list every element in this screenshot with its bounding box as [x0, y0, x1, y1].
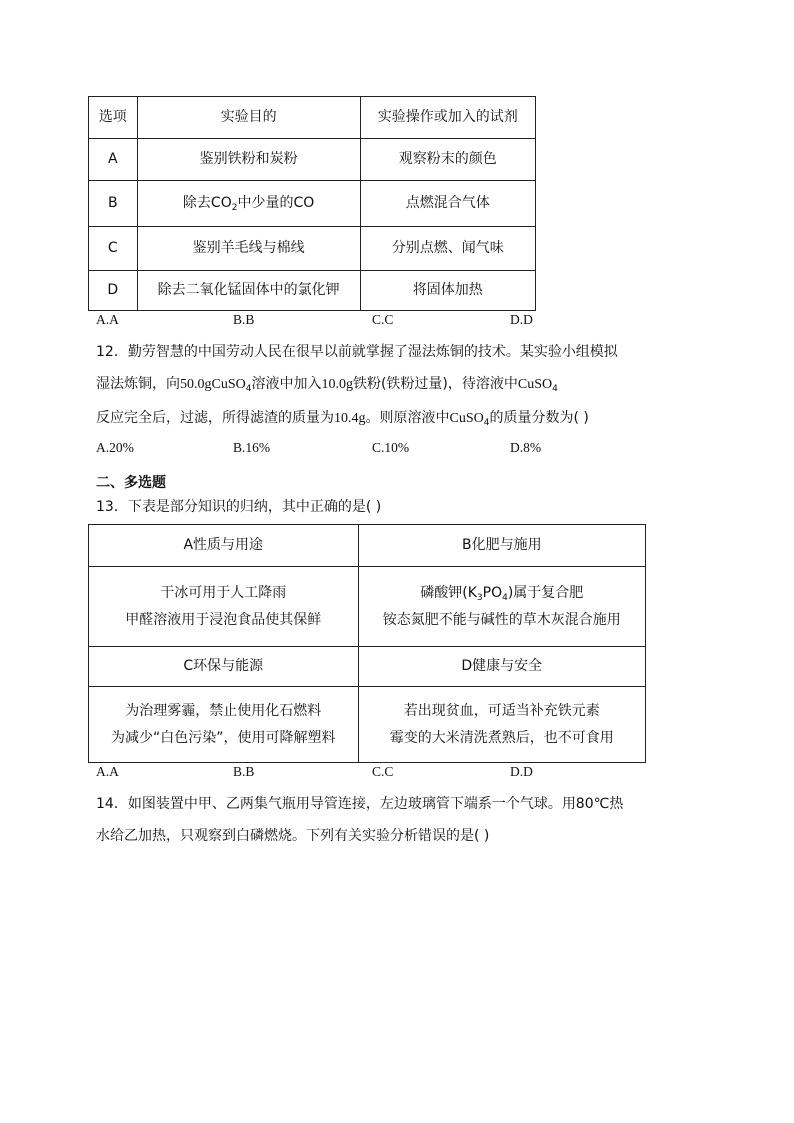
table-row: [89, 567, 646, 647]
q13-b-line1-post: )属于复合肥: [507, 584, 584, 601]
q11-operation-c: 分别点燃、闻气味: [360, 227, 535, 271]
q12-choice-d[interactable]: D.8%: [510, 440, 542, 455]
q12-choices: [96, 440, 596, 458]
q11-choice-c[interactable]: C.C: [372, 312, 394, 327]
q11-choice-b[interactable]: B.B: [233, 312, 255, 327]
q11-purpose-d: 除去二氧化锰固体中的氯化钾: [137, 271, 360, 311]
q12-line3-c: 的质量分数为( ): [489, 410, 589, 426]
table-row: [89, 271, 536, 311]
q12-choice-c[interactable]: C.10%: [372, 440, 410, 455]
q11-option-c: C: [89, 227, 138, 271]
q12-formula: CuSO: [211, 377, 246, 392]
q13-choice-a[interactable]: A.A: [96, 764, 119, 779]
table-row: [89, 139, 536, 181]
q13-table: [88, 524, 646, 763]
q11-purpose-b-pre: 除去CO: [182, 195, 232, 212]
q13-a-line1: 干冰可用于人工降雨: [160, 584, 287, 601]
q13-stem: 13．下表是部分知识的归纳，其中正确的是( ): [96, 499, 382, 515]
q11-header-purpose: 实验目的: [137, 97, 360, 139]
q11-header-option: 选项: [89, 97, 138, 139]
q11-header-row: [89, 97, 536, 139]
q13-c-line1: 为治理雾霾，禁止使用化石燃料: [125, 702, 322, 719]
q12-formula2: CuSO: [517, 377, 553, 392]
q13-d-content: [358, 687, 645, 763]
table-row: [89, 227, 536, 271]
q11-purpose-b-post: 中少量的CO: [237, 195, 315, 212]
q12-line2-a: 湿法炼铜，向: [96, 376, 180, 392]
q13-b-content: [358, 567, 645, 647]
q14-line2: 水给乙加热，只观察到白磷燃烧。下列有关实验分析错误的是( ): [96, 828, 490, 844]
q11-choice-a[interactable]: A.A: [96, 312, 119, 327]
q13-b-line1: [359, 580, 645, 607]
q12-line3: [96, 407, 589, 427]
q13-b-line1-mid: PO: [482, 584, 503, 601]
q11-purpose-b-sub: 2: [231, 203, 238, 214]
q13-b-title: B化肥与施用: [358, 525, 645, 567]
q13-a-title: A性质与用途: [89, 525, 359, 567]
q12-line3-b: 。则原溶液中: [365, 410, 450, 426]
q11-operation-a: 观察粉末的颜色: [360, 139, 535, 181]
q11-option-b: B: [89, 181, 138, 227]
q13-a-line2: 甲醛溶液用于浸泡食品使其保鲜: [125, 611, 322, 628]
q12-choice-a[interactable]: A.20%: [96, 440, 134, 455]
q12-fe-mass: 10.0g: [321, 377, 353, 392]
table-row: [89, 181, 536, 227]
q13-choice-d[interactable]: D.D: [510, 764, 533, 779]
q13-b-line1-pre: 磷酸钾(K: [420, 584, 477, 601]
q11-option-d: D: [89, 271, 138, 311]
q12-line2-c: 铁粉(铁粉过量)，待溶液中: [352, 376, 518, 392]
q13-b-line1-sub1: 3: [476, 592, 483, 603]
q11-purpose-c: 鉴别羊毛线与棉线: [137, 227, 360, 271]
q13-c-line2: 为减少“白色污染”，使用可降解塑料: [111, 729, 336, 746]
q13-b-line2: 铵态氮肥不能与碱性的草木灰混合施用: [382, 611, 621, 628]
q13-c-content: [89, 687, 359, 763]
q12-formula2-sub: 4: [552, 384, 558, 394]
q12-formula3: CuSO: [449, 411, 484, 426]
q12-residue-mass: 10.4g: [334, 411, 366, 426]
q11-operation-d: 将固体加热: [360, 271, 535, 311]
q11-choices: [96, 312, 596, 330]
q12-formula3-sub: 4: [483, 418, 490, 428]
q11-purpose-b: [137, 181, 360, 227]
q11-option-a: A: [89, 139, 138, 181]
q11-header-operation: 实验操作或加入的试剂: [360, 97, 535, 139]
q13-d-title: D健康与安全: [358, 647, 645, 687]
q13-d-line1: 若出现贫血，可适当补充铁元素: [403, 702, 600, 719]
q13-d-line2: 霉变的大米清洗煮熟后，也不可食用: [389, 729, 614, 746]
q12-choice-b[interactable]: B.16%: [233, 440, 271, 455]
q12-line2-b: 溶液中加入: [251, 376, 322, 392]
q12-formula-sub: 4: [245, 384, 252, 394]
q14-line1: 14．如图装置中甲、乙两集气瓶用导管连接，左边玻璃管下端系一个气球。用80℃热: [96, 796, 624, 812]
q11-choice-d[interactable]: D.D: [510, 312, 533, 327]
q12-line1: 12．勤劳智慧的中国劳动人民在很早以前就掌握了湿法炼铜的技术。某实验小组模拟: [96, 344, 618, 360]
q11-table: [88, 96, 536, 311]
q11-operation-b: 点燃混合气体: [360, 181, 535, 227]
q13-b-line1-sub2: 4: [502, 592, 508, 603]
table-row: [89, 647, 646, 687]
section-title-multiple-choice: 二、多选题: [96, 475, 166, 491]
q13-a-content: [89, 567, 359, 647]
q13-choices: [96, 764, 596, 782]
q12-line3-a: 反应完全后，过滤，所得滤渣的质量为: [96, 410, 334, 426]
q12-mass: 50.0g: [180, 377, 212, 392]
table-row: [89, 525, 646, 567]
table-row: [89, 687, 646, 763]
q13-choice-b[interactable]: B.B: [233, 764, 255, 779]
q11-purpose-a: 鉴别铁粉和炭粉: [137, 139, 360, 181]
q12-line2: [96, 373, 558, 393]
q13-c-title: C环保与能源: [89, 647, 359, 687]
q13-choice-c[interactable]: C.C: [372, 764, 394, 779]
